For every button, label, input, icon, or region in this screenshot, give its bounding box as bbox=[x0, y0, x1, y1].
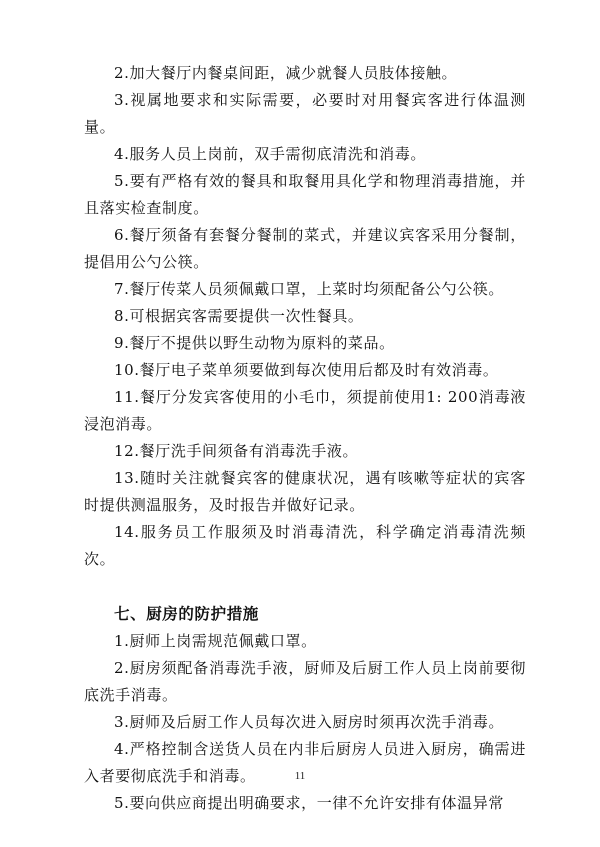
section-six-item-6: 6.餐厅须备有套餐分餐制的菜式，并建议宾客采用分餐制，提倡用公勺公筷。 bbox=[84, 226, 526, 271]
section-six-item-14: 14.服务员工作服须及时消毒清洗，科学确定消毒清洗频次。 bbox=[84, 523, 526, 568]
section-six-item-10: 10.餐厅电子菜单须要做到每次使用后都及时有效消毒。 bbox=[114, 361, 499, 379]
page-number: 11 bbox=[294, 770, 306, 782]
section-six-item-5: 5.要有严格有效的餐具和取餐用具化学和物理消毒措施，并且落实检查制度。 bbox=[84, 172, 526, 217]
section-six-item-11: 11.餐厅分发宾客使用的小毛巾，须提前使用1: 200消毒液浸泡消毒。 bbox=[84, 388, 526, 433]
section-seven-item-4: 4.严格控制含送货人员在内非后厨房人员进入厨房，确需进入者要彻底洗手和消毒。 bbox=[84, 740, 526, 785]
section-six-item-3: 3.视属地要求和实际需要，必要时对用餐宾客进行体温测量。 bbox=[84, 91, 526, 136]
section-six-item-12: 12.餐厅洗手间须备有消毒洗手液。 bbox=[114, 442, 359, 460]
section-six-item-8: 8.可根据宾客需要提供一次性餐具。 bbox=[114, 307, 364, 325]
section-seven-item-2: 2.厨房须配备消毒洗手液，厨师及后厨工作人员上岗前要彻底洗手消毒。 bbox=[84, 659, 526, 704]
section-seven-item-5: 5.要向供应商提出明确要求，一律不允许安排有体温异常 bbox=[114, 794, 504, 812]
section-seven-item-1: 1.厨师上岗需规范佩戴口罩。 bbox=[114, 632, 317, 650]
section-six-item-2: 2.加大餐厅内餐桌间距，减少就餐人员肢体接触。 bbox=[114, 64, 458, 82]
section-six-item-13: 13.随时关注就餐宾客的健康状况，遇有咳嗽等症状的宾客时提供测温服务，及时报告并做好记录。 bbox=[84, 469, 526, 514]
section-six-item-9: 9.餐厅不提供以野生动物为原料的菜品。 bbox=[114, 334, 395, 352]
section-six-item-7: 7.餐厅传菜人员须佩戴口罩，上菜时均须配备公勺公筷。 bbox=[114, 280, 504, 298]
section-seven-heading: 七、厨房的防护措施 bbox=[114, 605, 259, 623]
section-six-item-4: 4.服务人员上岗前，双手需彻底清洗和消毒。 bbox=[114, 145, 426, 163]
section-seven-item-3: 3.厨师及后厨工作人员每次进入厨房时须再次洗手消毒。 bbox=[114, 713, 504, 731]
page-content bbox=[84, 60, 526, 817]
